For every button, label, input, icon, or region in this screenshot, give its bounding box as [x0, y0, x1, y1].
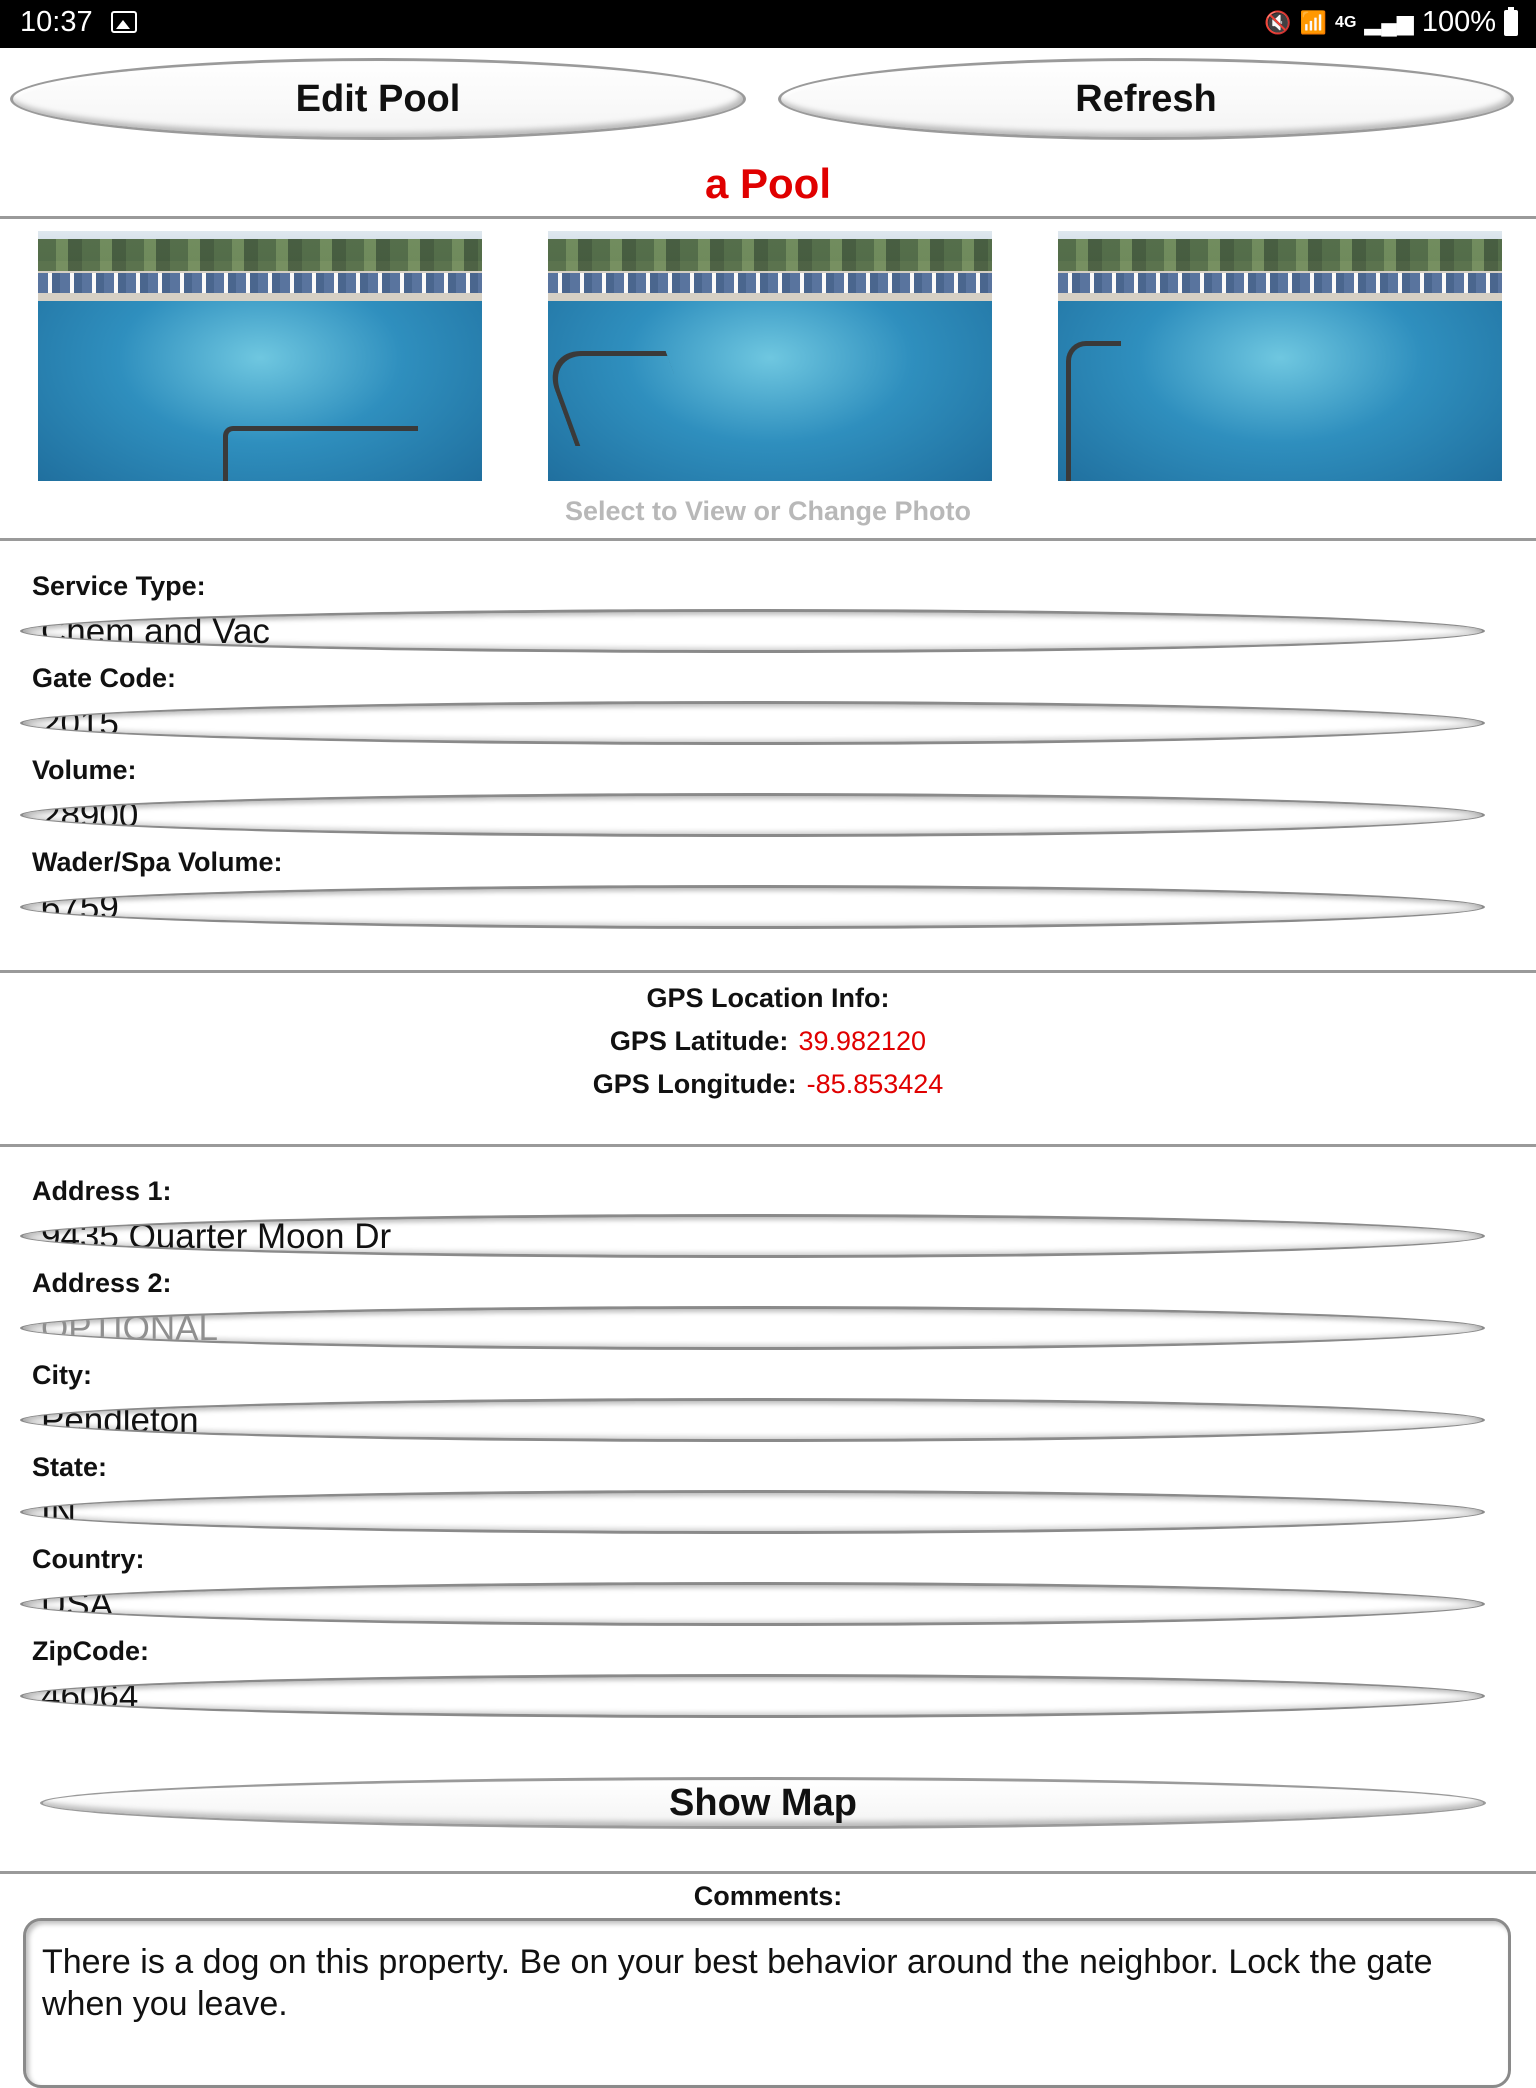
battery-icon: [1504, 10, 1518, 36]
wader-spa-volume-label: Wader/Spa Volume:: [32, 847, 283, 877]
country-label: Country:: [32, 1544, 145, 1574]
wader-spa-volume-field[interactable]: 6759: [20, 885, 1485, 929]
image-icon: [111, 11, 137, 33]
gps-latitude-row: [0, 1026, 1536, 1057]
gate-code-label: Gate Code:: [32, 663, 177, 693]
city-label: City:: [32, 1360, 92, 1390]
gps-longitude-label: GPS Longitude:: [592, 1069, 797, 1099]
volume-label: Volume:: [32, 755, 137, 785]
status-icons: [1264, 6, 1518, 39]
photos-hint: Select to View or Change Photo: [564, 496, 972, 526]
comments-field[interactable]: There is a dog on this property. Be on your best behavior around the neighbor. Lock the gate when you leave.: [23, 1918, 1511, 2088]
zipcode-field[interactable]: 46064: [20, 1674, 1485, 1718]
status-time: 10:37: [20, 6, 93, 38]
gps-heading-text: GPS Location Info:: [646, 983, 890, 1013]
refresh-button[interactable]: Refresh: [778, 58, 1514, 140]
gps-longitude-value: -85.853424: [806, 1069, 944, 1099]
signal-icon: ▂▄▆: [1364, 9, 1414, 35]
address2-label: Address 2:: [32, 1268, 172, 1298]
address1-field[interactable]: 9435 Quarter Moon Dr: [20, 1214, 1485, 1258]
show-map-button[interactable]: Show Map: [40, 1777, 1486, 1829]
divider: [0, 1871, 1536, 1874]
address2-field[interactable]: OPTIONAL: [20, 1306, 1485, 1350]
pool-photo-1[interactable]: [38, 231, 482, 481]
gate-code-field[interactable]: 2015: [20, 701, 1485, 745]
network-type: 4G: [1335, 13, 1357, 31]
volume-field[interactable]: 28900: [20, 793, 1485, 837]
pool-photo-2[interactable]: [548, 231, 992, 481]
gps-heading: [0, 983, 1536, 1014]
pool-name-title: a Pool: [704, 160, 832, 207]
city-field[interactable]: Pendleton: [20, 1398, 1485, 1442]
service-type-label: Service Type:: [32, 571, 206, 601]
mute-icon: 🔇: [1264, 9, 1292, 35]
divider: [0, 538, 1536, 541]
divider: [0, 970, 1536, 973]
edit-pool-button[interactable]: Edit Pool: [10, 58, 746, 140]
gps-latitude-label: GPS Latitude:: [609, 1026, 789, 1056]
gps-latitude-value: 39.982120: [798, 1026, 927, 1056]
comments-label: Comments:: [693, 1881, 843, 1911]
state-field[interactable]: IN: [20, 1490, 1485, 1534]
gps-longitude-row: [0, 1069, 1536, 1100]
status-bar: [0, 0, 1536, 48]
zipcode-label: ZipCode:: [32, 1636, 149, 1666]
divider: [0, 216, 1536, 219]
state-label: State:: [32, 1452, 108, 1482]
country-field[interactable]: USA: [20, 1582, 1485, 1626]
pool-photo-3[interactable]: [1058, 231, 1502, 481]
service-type-field[interactable]: Chem and Vac: [20, 609, 1485, 653]
address1-label: Address 1:: [32, 1176, 172, 1206]
divider: [0, 1144, 1536, 1147]
battery-percent: 100%: [1421, 6, 1496, 38]
wifi-icon: 📶: [1299, 9, 1328, 35]
